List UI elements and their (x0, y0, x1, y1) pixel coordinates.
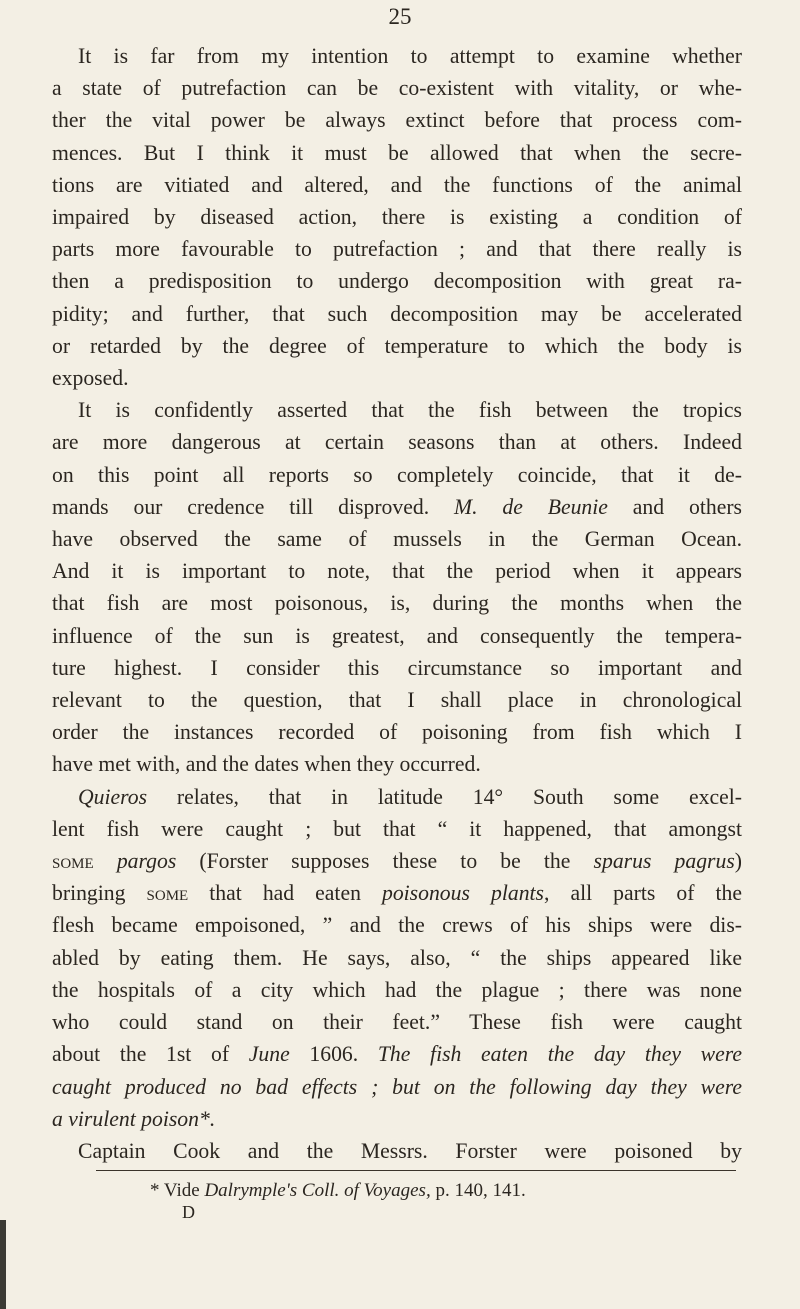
text-line: ture highest. I consider this circumstance so important and (52, 655, 742, 680)
signature-mark: D (182, 1202, 195, 1222)
text-line: flesh became empoisoned, ” and the crews of his ships were dis- (52, 913, 742, 938)
text-line: or retarded by the degree of temperature to which the body is (52, 333, 742, 358)
text-line: have met with, and the dates when they occurred. (52, 752, 481, 777)
text-line: are more dangerous at certain seasons than at others. Indeed (52, 430, 742, 455)
text-line: some pargos (Forster supposes these to be the sparus pagrus) (52, 849, 742, 874)
text-line: ther the vital power be always extinct before that process com- (52, 108, 742, 133)
text-line: have observed the same of mussels in the German Ocean. (52, 527, 742, 552)
text-line: bringing some that had eaten poisonous plants, all parts of the (52, 881, 742, 906)
text-line: mands our credence till disproved. M. de Beunie and others (52, 494, 742, 519)
text-line: the hospitals of a city which had the plague ; there was none (52, 977, 742, 1002)
text-line: It is far from my intention to attempt to examine whether (78, 44, 742, 68)
text-line: caught produced no bad effects ; but on the following day they were (52, 1074, 742, 1099)
text-line: It is confidently asserted that the fish between the tropics (78, 398, 742, 423)
text-line: tions are vitiated and altered, and the functions of the animal (52, 172, 742, 197)
text-line: a state of putrefaction can be co-existent with vitality, or whe- (52, 76, 742, 101)
text-line: that fish are most poisonous, is, during the months when the (52, 591, 742, 616)
text-line: a virulent poison*. (52, 1106, 216, 1131)
text-line: Quieros relates, that in latitude 14° South some excel- (78, 784, 742, 809)
text-line: influence of the sun is greatest, and consequently the tempera- (52, 623, 742, 648)
text-line: pidity; and further, that such decomposition may be accelerated (52, 301, 742, 326)
binding-edge (0, 1220, 6, 1309)
page-number: 25 (388, 4, 412, 29)
footnote-rule (96, 1170, 736, 1171)
text-line: then a predisposition to undergo decomposition with great ra- (52, 269, 742, 294)
text-line: lent fish were caught ; but that “ it happened, that amongst (52, 816, 742, 841)
text-line: abled by eating them. He says, also, “ the ships appeared like (52, 945, 742, 970)
body-text (52, 40, 742, 1167)
text-line: on this point all reports so completely coincide, that it de- (52, 462, 742, 487)
footnote: * Vide Dalrymple's Coll. of Voyages, p. 140, 141. (150, 1180, 526, 1201)
text-line: who could stand on their feet.” These fish were caught (52, 1010, 742, 1035)
text-line: mences. But I think it must be allowed that when the secre- (52, 140, 742, 165)
text-line: exposed. (52, 366, 129, 391)
text-line: impaired by diseased action, there is existing a condition of (52, 205, 742, 230)
text-line: And it is important to note, that the period when it appears (52, 559, 742, 584)
text-line: relevant to the question, that I shall place in chronological (52, 688, 742, 713)
text-line: parts more favourable to putrefaction ; and that there really is (52, 237, 742, 262)
text-line: about the 1st of June 1606. The fish eaten the day they were (52, 1042, 742, 1067)
text-line: order the instances recorded of poisoning from fish which I (52, 720, 742, 745)
text-line: Captain Cook and the Messrs. Forster were poisoned by (78, 1138, 742, 1163)
